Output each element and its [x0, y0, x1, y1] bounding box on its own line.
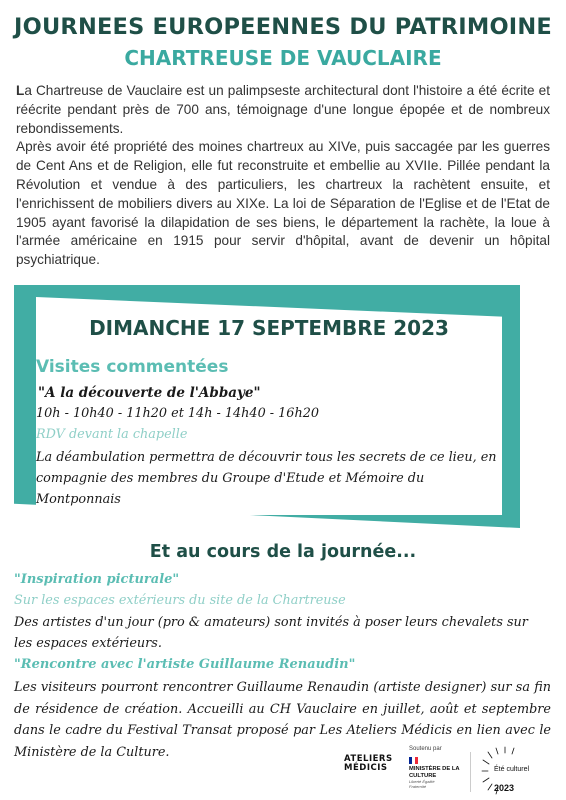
intro-first-letter: L	[16, 83, 25, 98]
ateliers-logo-line: ATELIERS	[344, 754, 393, 764]
visite-rdv: RDV devant la chapelle	[36, 427, 188, 442]
page-subtitle: CHARTREUSE DE VAUCLAIRE	[124, 46, 442, 70]
logo-separator	[470, 752, 471, 792]
journee-heading: Et au cours de la journée...	[149, 542, 417, 562]
inspiration-body: Des artistes d'un jour (pro & amateurs) sont invités à poser leurs chevalets sur les espaces extérieurs.	[14, 615, 528, 651]
ateliers-logo-line: MÉDICIS	[344, 763, 388, 773]
visites-heading: Visites commentées	[36, 357, 229, 377]
ete-culturel-label: Été culturel	[494, 766, 530, 773]
soutenu-par-label: Soutenu par	[409, 746, 442, 752]
marianne-flag-icon	[409, 757, 418, 764]
rencontre-body: Les visiteurs pourront rencontrer Guillaume Renaudin (artiste designer) sur sa fin de résidence de création. Accueilli au CH Vauclaire en juillet, août et septembre dans le cadre du Festival Transat proposé par Les Ateliers Médicis en lien avec le Ministère de la Culture.	[14, 680, 551, 760]
event-date: DIMANCHE 17 SEPTEMBRE 2023	[89, 316, 449, 340]
page-title: JOURNEES EUROPEENNES DU PATRIMOINE	[14, 14, 552, 40]
ministere-name: MINISTÈRE DE LA CULTURE	[409, 766, 460, 779]
visite-horaires: 10h - 10h40 - 11h20 et 14h - 14h40 - 16h20	[36, 406, 319, 421]
inspiration-subtitle: Sur les espaces extérieurs du site de la Chartreuse	[14, 593, 346, 608]
visite-description: La déambulation permettra de découvrir tous les secrets de ce lieu, en compagnie des membres du Groupe d'Etude et Mémoire du Montponnais	[36, 450, 497, 507]
inspiration-title: "Inspiration picturale"	[14, 572, 180, 587]
visite-name: "A la découverte de l'Abbaye"	[38, 385, 261, 401]
ete-culturel-year: 2023	[494, 783, 515, 793]
intro-text: a Chartreuse de Vauclaire est un palimpseste architectural dont l'histoire a été écrite et réécrite pendant près de 700 ans, témoignage d'une longue épopée et de nombreux rebondissements. Après avoir été propriété des moines chartreux au XIVe, puis saccagée par les guerres de Cent Ans et de Religion, elle fut reconstruite et embellie au XVIIe. Pillée pendant la Révolution et vendue à des particuliers, les chartreux la rachètent ensuite, et l'enrichissent de mobiliers divers au XIXe. La loi de Séparation de l'Eglise et de l'Etat de 1905 ayant favorisé la dilapidation de ses biens, le département la rachète, la loue à l'armée américaine en 1915 pour servir d'hôpital, avant de devenir un hôpital psychiatrique.	[16, 83, 550, 268]
rencontre-title: "Rencontre avec l'artiste Guillaume Renaudin"	[14, 657, 356, 672]
republic-motto: Liberté Égalité Fraternité	[409, 779, 435, 789]
ateliers-medicis-logo	[344, 754, 393, 773]
intro-paragraph	[16, 82, 550, 270]
ministere-culture-logo	[409, 757, 465, 795]
